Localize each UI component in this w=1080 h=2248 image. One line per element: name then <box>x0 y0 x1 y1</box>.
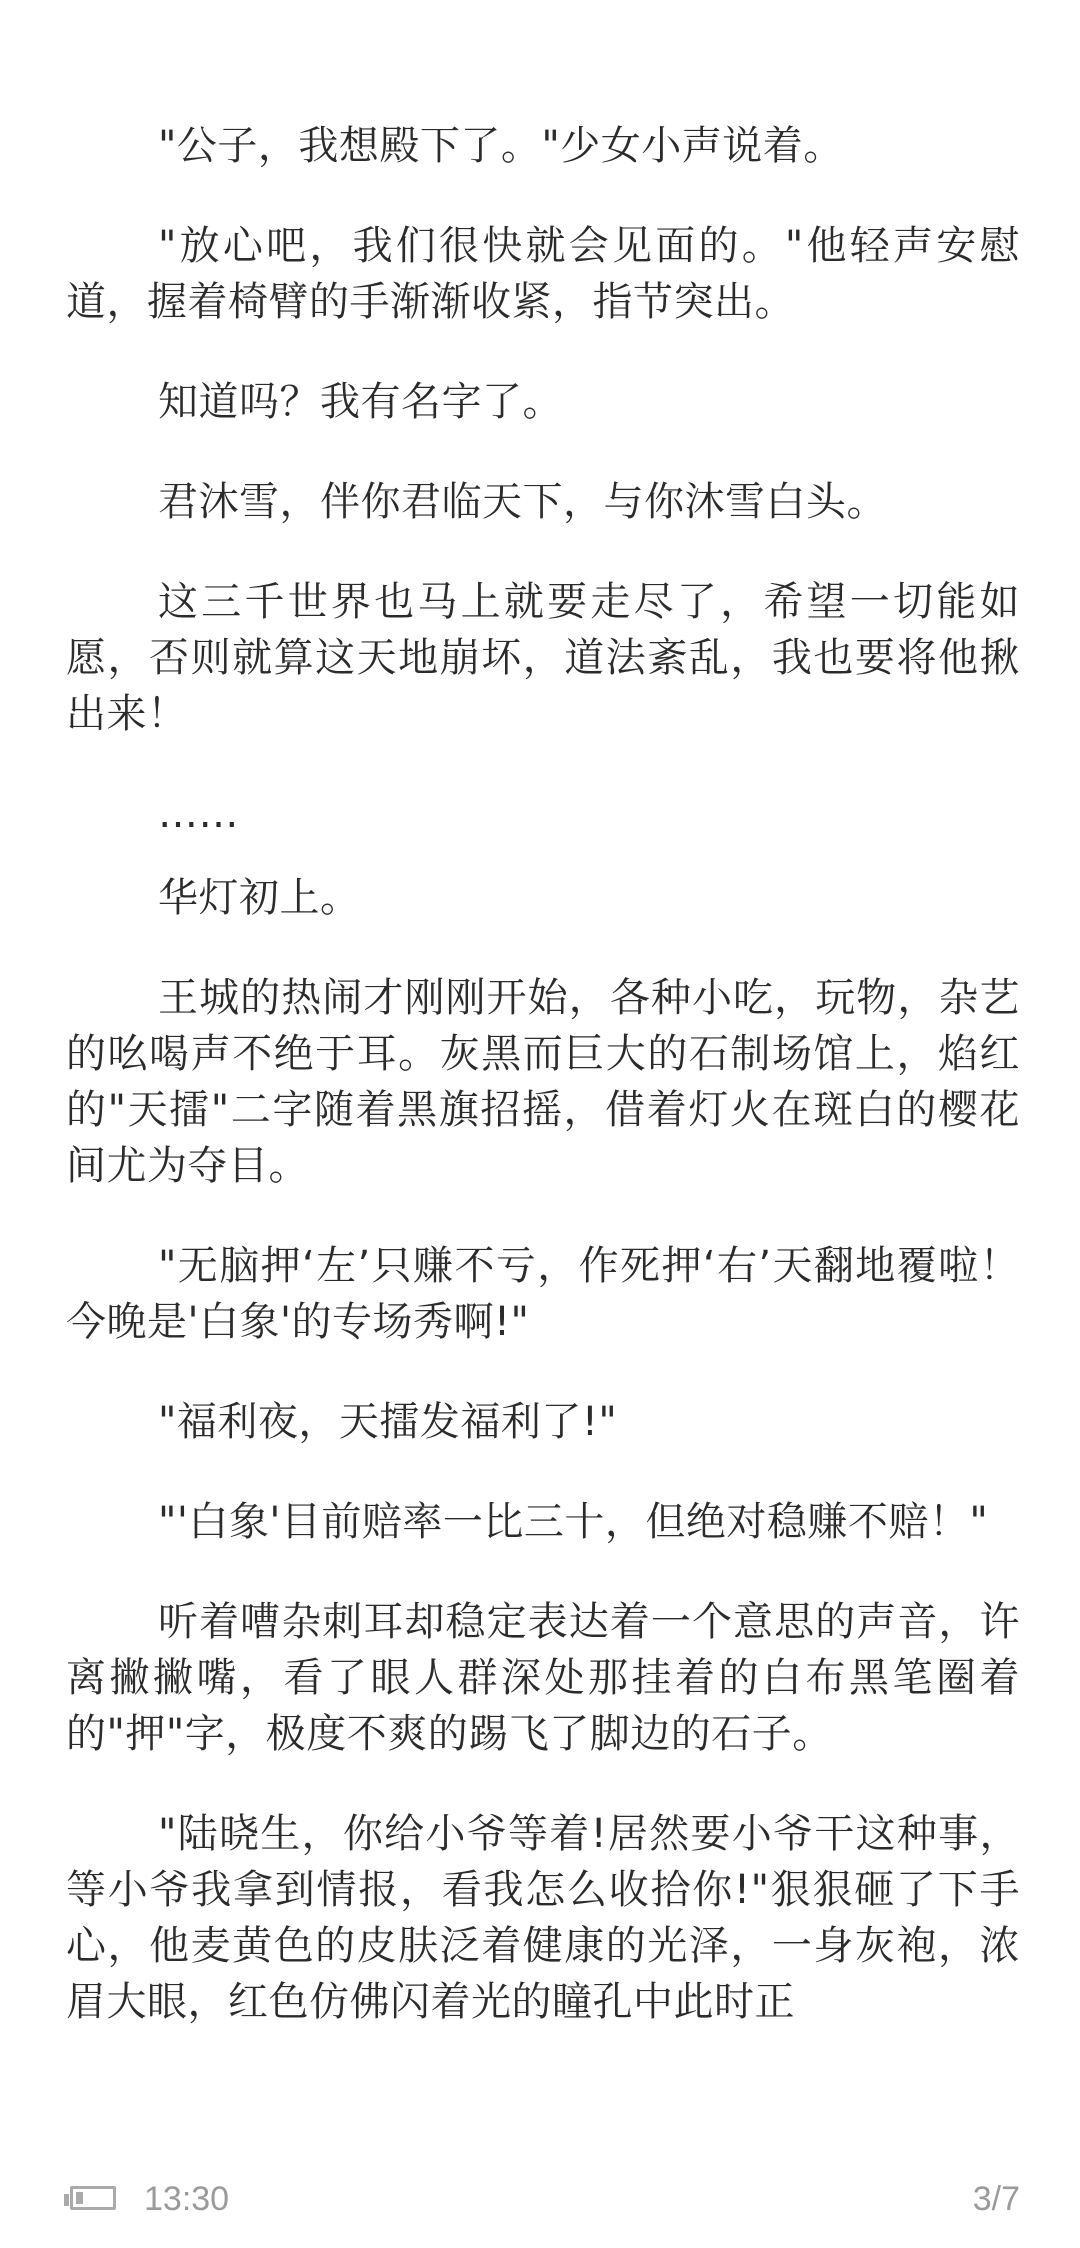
chapter-text <box>66 118 1020 2074</box>
paragraph: 这三千世界也马上就要走尽了，希望一切能如愿，否则就算这天地崩坏，道法紊乱，我也要将他揪出来！ <box>66 579 1020 737</box>
paragraph-ellipsis: …… <box>158 791 239 837</box>
page-indicator: 3/7 <box>972 2180 1020 2218</box>
reader-status-bar <box>0 2160 1080 2248</box>
battery-icon <box>64 2186 122 2214</box>
clock-time: 13:30 <box>144 2180 230 2218</box>
paragraph: "公子，我想殿下了。"少女小声说着。 <box>158 123 844 169</box>
paragraph: "陆晓生，你给小爷等着!居然要小爷干这种事，等小爷我拿到情报，看我怎么收拾你!"狠狠砸了下手心，他麦黄色的皮肤泛着健康的光泽，一身灰袍，浓眉大眼，红色仿佛闪着光的瞳孔中此时正 <box>66 1811 1020 2025</box>
battery-body <box>70 2186 116 2210</box>
battery-cap <box>64 2194 69 2206</box>
paragraph: 王城的热闹才刚刚开始，各种小吃，玩物，杂艺的吆喝声不绝于耳。灰黑而巨大的石制场馆上，焰红的"天擂"二字随着黑旗招摇，借着灯火在斑白的樱花间尤为夺目。 <box>66 975 1020 1189</box>
paragraph: "'白象'目前赔率一比三十，但绝对稳赚不赔！" <box>158 1499 989 1545</box>
paragraph: "放心吧，我们很快就会见面的。"他轻声安慰道，握着椅臂的手渐渐收紧，指节突出。 <box>66 223 1020 325</box>
paragraph: 知道吗？我有名字了。 <box>158 379 563 425</box>
paragraph: 君沐雪，伴你君临天下，与你沐雪白头。 <box>158 479 887 525</box>
paragraph: "福利夜，天擂发福利了!" <box>158 1399 618 1445</box>
battery-fill <box>76 2192 83 2204</box>
paragraph: 华灯初上。 <box>158 875 361 921</box>
paragraph: "无脑押‘左’只赚不亏，作死押‘右’天翻地覆啦！今晚是'白象'的专场秀啊!" <box>66 1243 1020 1345</box>
paragraph: 听着嘈杂刺耳却稳定表达着一个意思的声音，许离撇撇嘴，看了眼人群深处那挂着的白布黑笔圈着的"押"字，极度不爽的踢飞了脚边的石子。 <box>66 1599 1020 1757</box>
